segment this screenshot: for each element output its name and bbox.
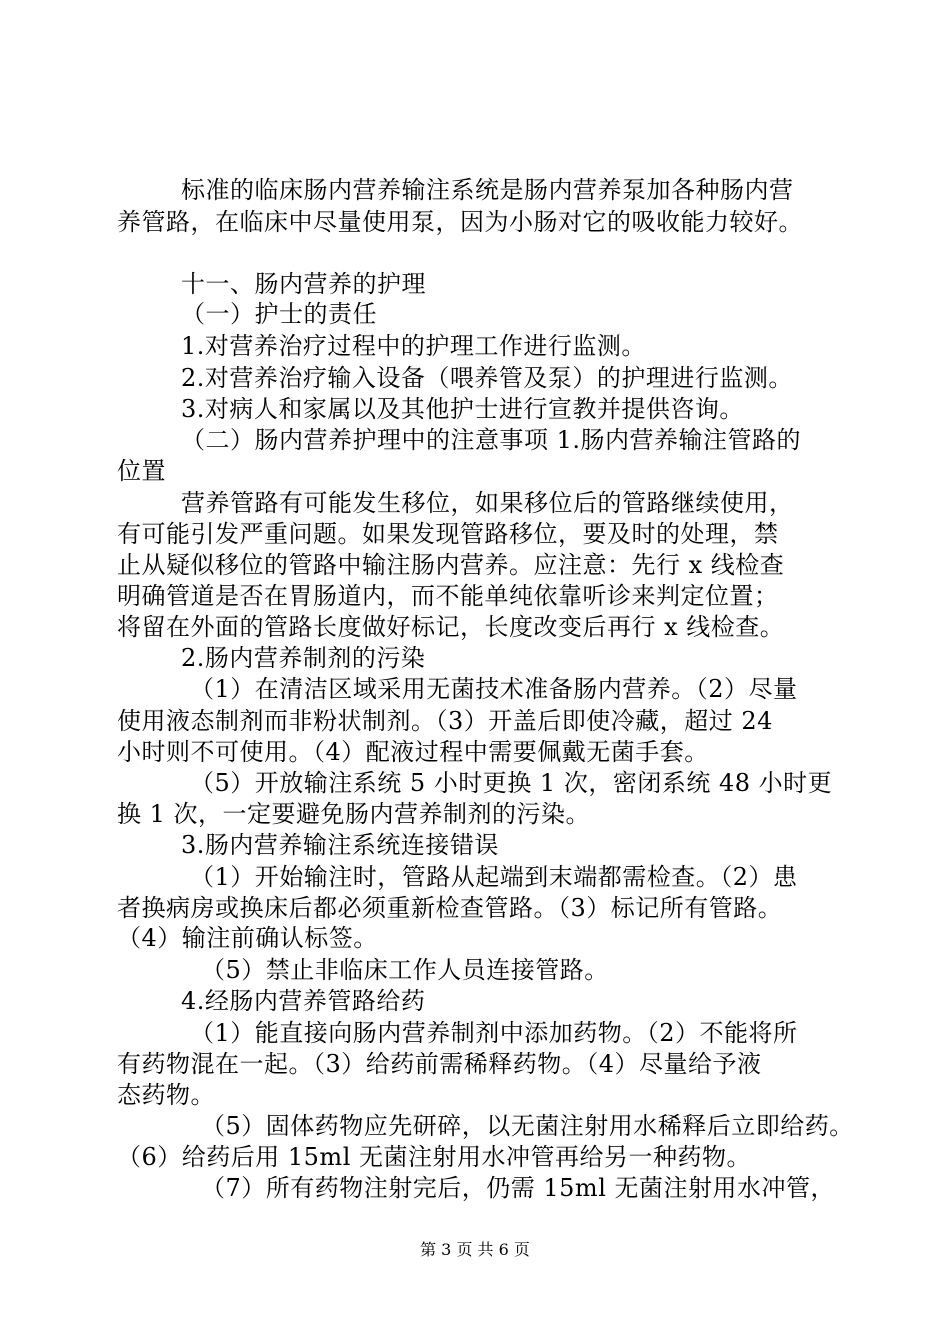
paragraph-line: 止从疑似移位的管路中输注肠内营养。应注意：先行 x 线检查	[117, 551, 785, 579]
page-number-footer: 第 3 页 共 6 页	[420, 1240, 530, 1259]
paragraph-line: 小时则不可使用。（4）配液过程中需要佩戴无菌手套。	[117, 738, 709, 766]
subsection-heading: （二）肠内营养护理中的注意事项 1.肠内营养输注管路的	[181, 426, 802, 454]
paragraph-line: 位置	[117, 457, 166, 485]
paragraph-line: 有药物混在一起。（3）给药前需稀释药物。（4）尽量给予液	[117, 1050, 762, 1078]
item-heading: 2.肠内营养制剂的污染	[181, 644, 426, 672]
paragraph-line: 者换病房或换床后都必须重新检查管路。（3）标记所有管路。	[117, 894, 783, 922]
paragraph-line: 将留在外面的管路长度做好标记，长度改变后再行 x 线检查。	[117, 613, 785, 641]
paragraph-line: 使用液态制剂而非粉状制剂。（3）开盖后即使冷藏，超过 24	[117, 707, 773, 735]
paragraph-line: （6）给药后用 15ml 无菌注射用水冲管再给另一种药物。	[117, 1143, 751, 1171]
item-heading: 3.肠内营养输注系统连接错误	[181, 831, 499, 859]
subsection-heading: （一）护士的责任	[181, 300, 377, 328]
paragraph-line: （7）所有药物注射完后，仍需 15ml 无菌注射用水冲管，	[201, 1174, 835, 1202]
paragraph-line: 态药物。	[117, 1081, 215, 1109]
list-item: 3.对病人和家属以及其他护士进行宣教并提供咨询。	[181, 395, 744, 423]
paragraph-line: （5）开放输注系统 5 小时更换 1 次，密闭系统 48 小时更	[190, 769, 833, 797]
paragraph-line: 标准的临床肠内营养输注系统是肠内营养泵加各种肠内营	[181, 176, 794, 204]
paragraph-line: 养管路，在临床中尽量使用泵，因为小肠对它的吸收能力较好。	[117, 208, 803, 236]
paragraph-line: 换 1 次，一定要避免肠内营养制剂的污染。	[117, 800, 591, 828]
paragraph-line: （1）能直接向肠内营养制剂中添加药物。（2）不能将所	[190, 1019, 798, 1047]
item-heading: 4.经肠内营养管路给药	[181, 987, 426, 1015]
paragraph-line: 有可能引发严重问题。如果发现管路移位，要及时的处理，禁	[117, 520, 779, 548]
paragraph-line: （4）输注前确认标签。	[117, 924, 378, 952]
paragraph-line: （5）禁止非临床工作人员连接管路。	[201, 956, 609, 984]
paragraph-line: 营养管路有可能发生移位，如果移位后的管路继续使用，	[181, 489, 794, 517]
section-heading: 十一、肠内营养的护理	[181, 270, 426, 298]
paragraph-line: （5）固体药物应先研碎，以无菌注射用水稀释后立即给药。	[201, 1112, 854, 1140]
paragraph-line: 明确管道是否在胃肠道内，而不能单纯依靠听诊来判定位置；	[117, 582, 779, 610]
list-item: 2.对营养治疗输入设备（喂养管及泵）的护理进行监测。	[181, 364, 793, 392]
paragraph-line: （1）开始输注时，管路从起端到末端都需检查。（2）患	[190, 863, 798, 891]
paragraph-line: （1）在清洁区域采用无菌技术准备肠内营养。（2）尽量	[190, 675, 798, 703]
list-item: 1.对营养治疗过程中的护理工作进行监测。	[181, 332, 646, 360]
